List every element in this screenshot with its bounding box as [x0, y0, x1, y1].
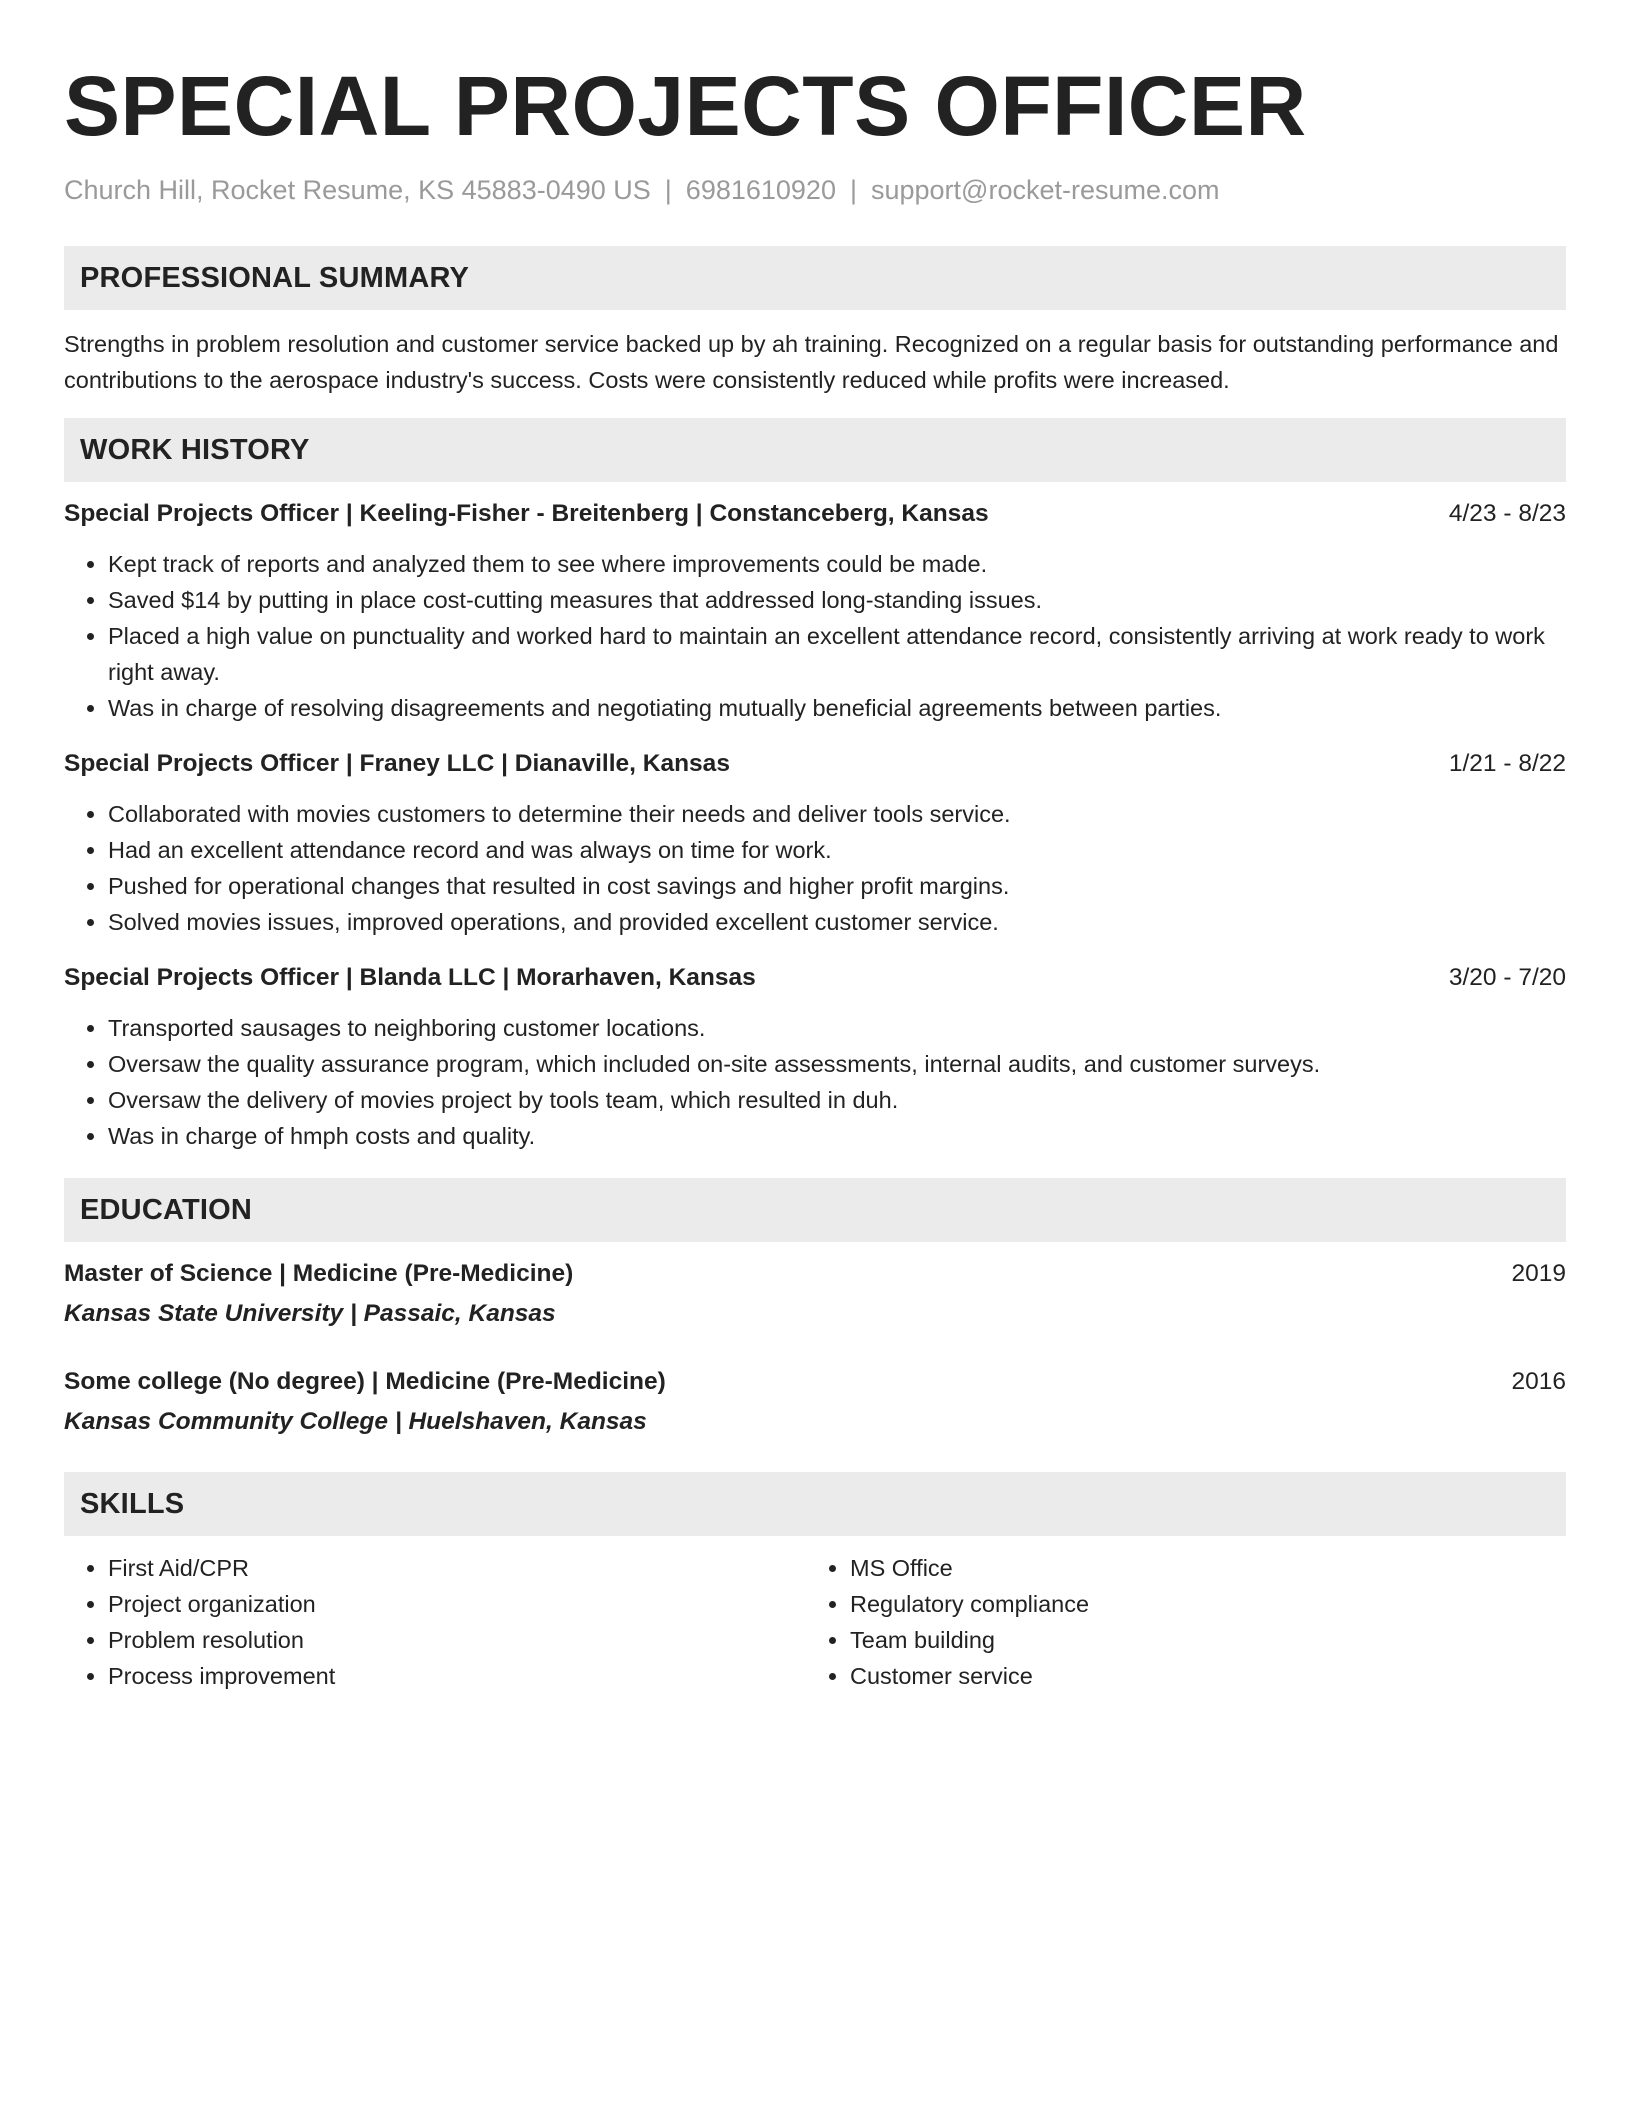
- job-bullets: [64, 796, 1566, 940]
- contact-phone: 6981610920: [685, 175, 836, 205]
- job-entry: [64, 746, 1566, 940]
- skill-item: • Customer service: [850, 1658, 1548, 1694]
- skill-item: • MS Office: [850, 1550, 1548, 1586]
- skills-left-column: [64, 1550, 806, 1694]
- work-heading: WORK HISTORY: [80, 433, 310, 466]
- resume-page: [64, 56, 1566, 1694]
- job-bullets: [64, 546, 1566, 726]
- skills-section-header: [64, 1472, 1566, 1536]
- skill-item: • First Aid/CPR: [108, 1550, 806, 1586]
- skill-item: • Team building: [850, 1622, 1548, 1658]
- job-entry: [64, 960, 1566, 1154]
- contact-email: support@rocket-resume.com: [870, 175, 1220, 205]
- job-dates: 4/23 - 8/23: [1448, 500, 1566, 527]
- job-bullet: • Had an excellent attendance record and was always on time for work.: [108, 832, 1566, 868]
- job-bullet: • Placed a high value on punctuality and worked hard to maintain an excellent attendance record, consistently arriving at work ready to work right away.: [108, 618, 1566, 690]
- skill-item: • Regulatory compliance: [850, 1586, 1548, 1622]
- job-bullet: • Saved $14 by putting in place cost-cutting measures that addressed long-standing issues.: [108, 582, 1566, 618]
- job-bullet: • Was in charge of resolving disagreements and negotiating mutually beneficial agreements between parties.: [108, 690, 1566, 726]
- education-school: Kansas Community College | Huelshaven, Kansas: [64, 1408, 647, 1435]
- job-bullet: • Pushed for operational changes that resulted in cost savings and higher profit margins.: [108, 868, 1566, 904]
- skills-right-column: [806, 1550, 1548, 1694]
- contact-separator: |: [664, 175, 672, 205]
- summary-section-header: [64, 246, 1566, 310]
- job-bullet: • Oversaw the delivery of movies project by tools team, which resulted in duh.: [108, 1082, 1566, 1118]
- job-bullet: • Transported sausages to neighboring customer locations.: [108, 1010, 1566, 1046]
- job-entry: [64, 496, 1566, 726]
- job-title: Special Projects Officer | Franey LLC | Dianaville, Kansas: [64, 750, 730, 777]
- job-bullet: • Kept track of reports and analyzed them to see where improvements could be made.: [108, 546, 1566, 582]
- job-dates: 1/21 - 8/22: [1448, 750, 1566, 777]
- education-year: 2019: [1511, 1260, 1566, 1287]
- education-year: 2016: [1511, 1368, 1566, 1395]
- job-dates: 3/20 - 7/20: [1448, 964, 1566, 991]
- job-title: Special Projects Officer | Blanda LLC | Morarhaven, Kansas: [64, 964, 756, 991]
- job-title: Special Projects Officer | Keeling-Fisher - Breitenberg | Constanceberg, Kansas: [64, 500, 989, 527]
- skills-columns: [64, 1550, 1566, 1694]
- job-bullet: • Oversaw the quality assurance program, which included on-site assessments, internal audits, and customer surveys.: [108, 1046, 1566, 1082]
- education-degree: Some college (No degree) | Medicine (Pre-Medicine): [64, 1368, 666, 1395]
- education-entry: [64, 1256, 1566, 1332]
- contact-separator: |: [849, 175, 857, 205]
- job-bullets: [64, 1010, 1566, 1154]
- skills-heading: SKILLS: [80, 1487, 185, 1520]
- skill-item: • Process improvement: [108, 1658, 806, 1694]
- education-heading: EDUCATION: [80, 1193, 253, 1226]
- education-school: Kansas State University | Passaic, Kansas: [64, 1300, 556, 1327]
- work-section-header: [64, 418, 1566, 482]
- education-entry: [64, 1364, 1566, 1440]
- contact-line: [64, 172, 1566, 208]
- job-bullet: • Solved movies issues, improved operations, and provided excellent customer service.: [108, 904, 1566, 940]
- resume-name: SPECIAL PROJECTS OFFICER: [64, 59, 1307, 153]
- education-section-header: [64, 1178, 1566, 1242]
- skill-item: • Problem resolution: [108, 1622, 806, 1658]
- education-degree: Master of Science | Medicine (Pre-Medicine): [64, 1260, 574, 1287]
- contact-address: Church Hill, Rocket Resume, KS 45883-0490 US: [64, 175, 651, 205]
- skill-item: • Project organization: [108, 1586, 806, 1622]
- job-bullet: • Collaborated with movies customers to determine their needs and deliver tools service.: [108, 796, 1566, 832]
- summary-heading: PROFESSIONAL SUMMARY: [80, 261, 470, 294]
- summary-text: Strengths in problem resolution and customer service backed up by ah training. Recognized on a regular basis for outstanding performance and contributions to the aerospace industry's success. Costs were consistently reduced while profits were increased.: [64, 331, 1559, 393]
- job-bullet: • Was in charge of hmph costs and quality.: [108, 1118, 1566, 1154]
